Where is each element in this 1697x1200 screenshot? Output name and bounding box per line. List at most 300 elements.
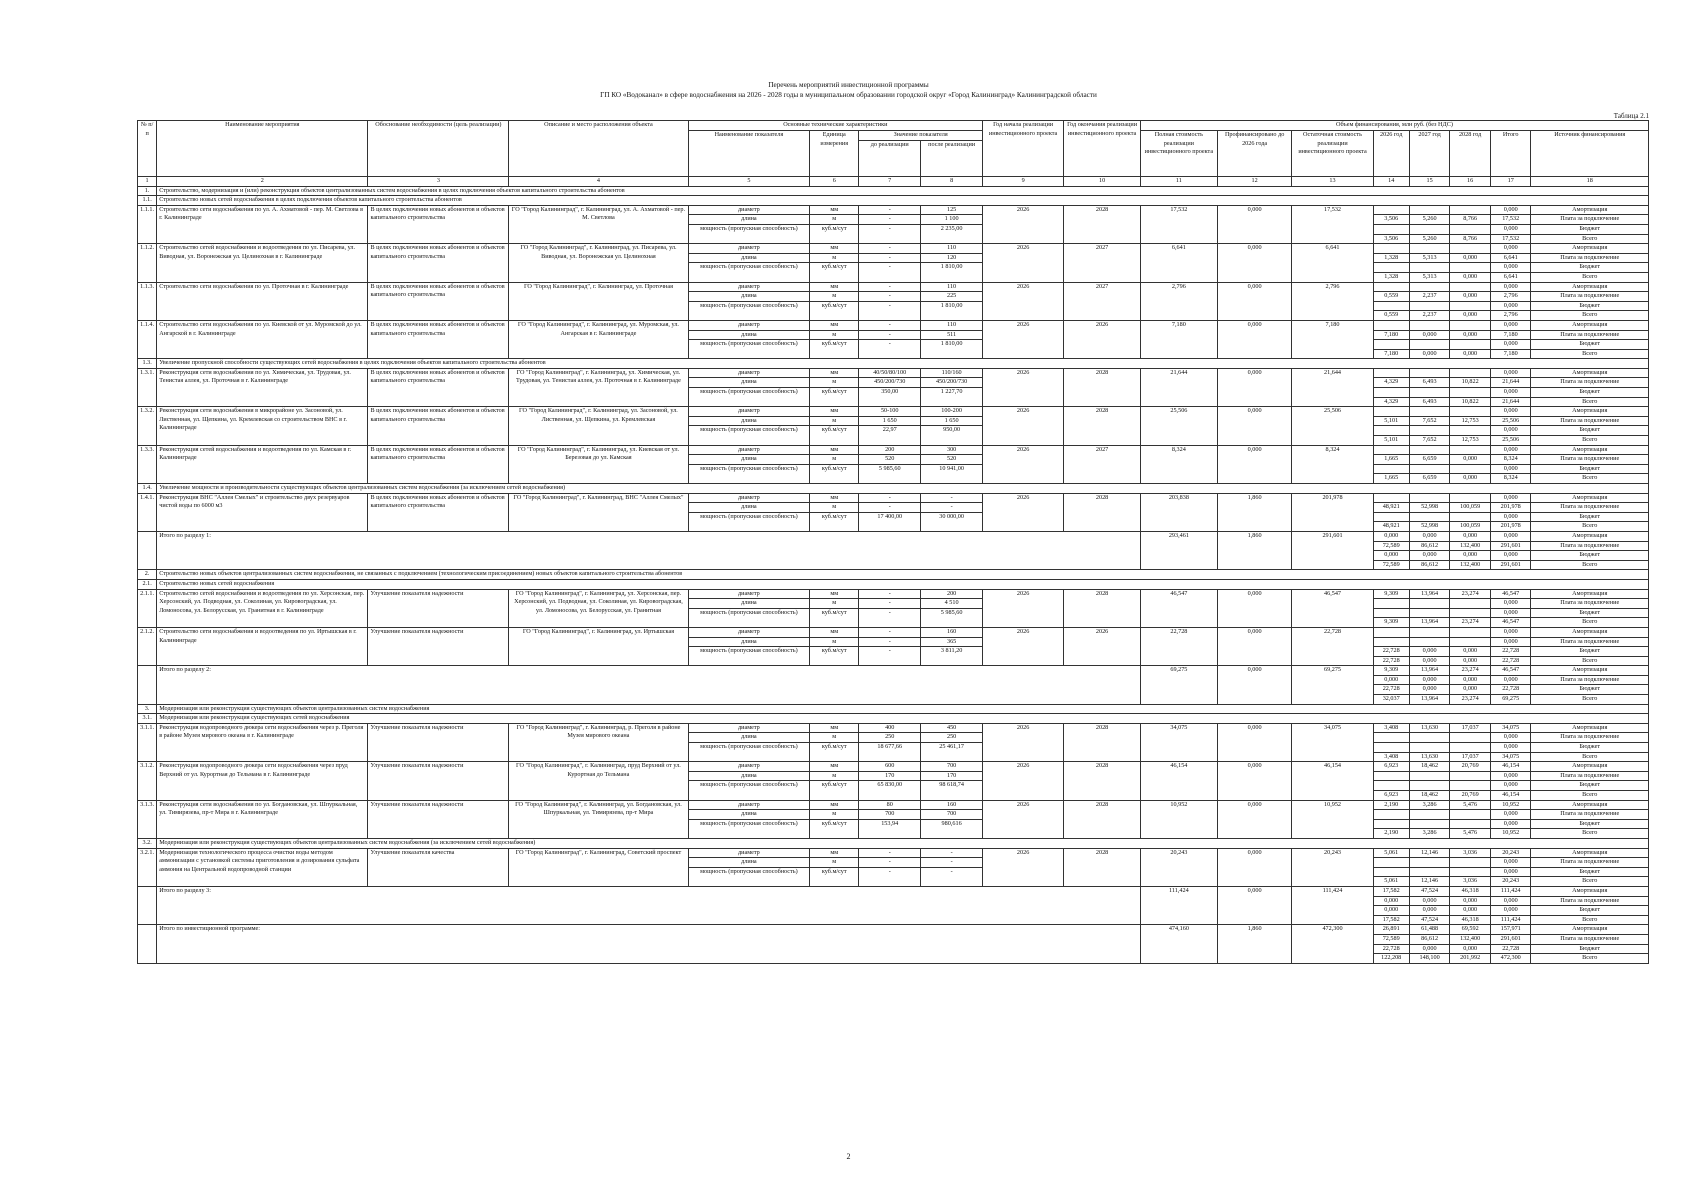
prefinanced: 1,860 — [1217, 925, 1292, 963]
value-before: 250 — [859, 733, 921, 743]
section-num: 3.2. — [138, 838, 157, 848]
year-amount: 0,000 — [1450, 896, 1491, 906]
year-amount — [1409, 301, 1450, 311]
param-unit: м — [810, 771, 859, 781]
year-amount — [1373, 781, 1409, 791]
year-amount: 3,506 — [1373, 234, 1409, 244]
end-year: 2028 — [1064, 762, 1141, 800]
year-amount — [1373, 407, 1409, 417]
year-amount: 0,000 — [1373, 551, 1409, 561]
param-unit: куб.м/сут — [810, 224, 859, 243]
table-header — [138, 121, 1649, 187]
funding-source: Всего — [1531, 436, 1649, 446]
measure-name: Строительство сети водоснабжения по ул. А. Ахматовой - пер. М. Светлова в г. Калининграде — [157, 205, 368, 243]
funding-source: Бюджет — [1531, 944, 1649, 954]
total-amount: 22,728 — [1490, 685, 1531, 695]
param-name: длина — [688, 416, 810, 426]
year-amount: 0,000 — [1409, 551, 1450, 561]
funding-source: Всего — [1531, 349, 1649, 359]
year-amount: 0,000 — [1450, 675, 1491, 685]
year-amount — [1409, 743, 1450, 753]
year-amount: 201,992 — [1450, 954, 1491, 964]
year-amount: 6,493 — [1409, 397, 1450, 407]
funding-source: Амортизация — [1531, 493, 1649, 503]
year-amount — [1373, 637, 1409, 647]
end-year: 2028 — [1064, 368, 1141, 406]
measure-row — [138, 589, 1649, 599]
param-name: мощность (пропускная способность) — [688, 867, 810, 886]
year-amount — [1373, 608, 1409, 618]
prefinanced: 0,000 — [1217, 762, 1292, 800]
end-year: 2027 — [1064, 445, 1141, 483]
param-unit: куб.м/сут — [810, 647, 859, 666]
value-after: 200 — [921, 589, 983, 599]
funding-source: Бюджет — [1531, 743, 1649, 753]
param-name: длина — [688, 378, 810, 388]
table-body — [138, 186, 1649, 963]
total-amount: 21,644 — [1490, 378, 1531, 388]
value-after: 10 941,00 — [921, 464, 983, 483]
funding-source: Амортизация — [1531, 800, 1649, 810]
funding-source: Бюджет — [1531, 464, 1649, 474]
measure-row — [138, 493, 1649, 503]
hdr-unit: Единица измерения — [810, 131, 859, 177]
year-amount: 23,274 — [1450, 618, 1491, 628]
end-year: 2028 — [1064, 407, 1141, 445]
year-amount — [1450, 819, 1491, 829]
measure-reason: В целях подключения новых абонентов и объектов капитального строительства — [368, 407, 509, 445]
residual-cost: 201,978 — [1292, 493, 1373, 531]
value-after: 125 — [921, 205, 983, 215]
value-after: 110 — [921, 282, 983, 292]
funding-source: Амортизация — [1531, 848, 1649, 858]
section-title: Строительство новых сетей водоснабжения в целях подключения объектов капитального строительства абонентов — [157, 196, 1649, 206]
year-amount — [1450, 388, 1491, 398]
measure-num: 3.1.2. — [138, 762, 157, 800]
total-label: Итого по разделу 2: — [157, 666, 1141, 704]
year-amount: 0,000 — [1450, 455, 1491, 465]
measure-reason: В целях подключения новых абонентов и объектов капитального строительства — [368, 320, 509, 358]
measure-row — [138, 282, 1649, 292]
measure-row — [138, 407, 1649, 417]
total-amount: 0,000 — [1490, 867, 1531, 877]
year-amount — [1450, 282, 1491, 292]
value-after: 520 — [921, 455, 983, 465]
year-amount — [1409, 637, 1450, 647]
residual-cost: 17,532 — [1292, 205, 1373, 243]
year-amount — [1409, 407, 1450, 417]
funding-source: Бюджет — [1531, 608, 1649, 618]
total-amount: 6,641 — [1490, 253, 1531, 263]
measure-description: ГО "Город Калининград", г. Калининград, ул. Писарева, ул. Виводная, ул. Воронежская ул. Целинохная — [509, 244, 688, 282]
year-amount — [1450, 263, 1491, 273]
year-amount: 2,237 — [1409, 292, 1450, 302]
end-year: 2028 — [1064, 205, 1141, 243]
column-number: 15 — [1409, 177, 1450, 187]
total-amount: 291,601 — [1490, 541, 1531, 551]
funding-source: Плата за подключение — [1531, 675, 1649, 685]
year-amount: 148,100 — [1409, 954, 1450, 964]
measure-description: ГО "Город Калининград", г. Калининград, ул. Иртышская — [509, 627, 688, 665]
year-amount: 0,000 — [1373, 906, 1409, 916]
param-name: длина — [688, 771, 810, 781]
total-amount: 7,180 — [1490, 349, 1531, 359]
year-amount: 1,328 — [1373, 253, 1409, 263]
param-name: диаметр — [688, 320, 810, 330]
year-amount — [1450, 320, 1491, 330]
year-amount: 5,260 — [1409, 234, 1450, 244]
year-amount — [1373, 743, 1409, 753]
param-name: мощность (пропускная способность) — [688, 512, 810, 531]
total-amount: 0,000 — [1490, 205, 1531, 215]
column-number: 12 — [1217, 177, 1292, 187]
year-amount: 22,728 — [1373, 647, 1409, 657]
param-unit: куб.м/сут — [810, 340, 859, 359]
start-year: 2026 — [983, 848, 1064, 886]
param-name: диаметр — [688, 589, 810, 599]
residual-cost: 46,154 — [1292, 762, 1373, 800]
total-amount: 157,971 — [1490, 925, 1531, 935]
year-amount: 0,000 — [1450, 272, 1491, 282]
start-year: 2026 — [983, 282, 1064, 320]
section-title: Строительство новых сетей водоснабжения — [157, 579, 1649, 589]
total-amount: 22,728 — [1490, 647, 1531, 657]
measure-reason: Улучшение показателя качества — [368, 848, 509, 886]
value-after: 980,616 — [921, 819, 983, 838]
measure-name: Реконструкция сети водоснабжения в микрорайоне ул. Засоновой, ул. Лиственная, ул. Щепкина, ул. Кремлевская со строительством ВНС в г. Калининграде — [157, 407, 368, 445]
total-amount: 46,547 — [1490, 666, 1531, 676]
measure-num: 1.1.3. — [138, 282, 157, 320]
year-amount: 0,000 — [1409, 906, 1450, 916]
param-name: диаметр — [688, 800, 810, 810]
year-amount: 1,328 — [1373, 272, 1409, 282]
year-amount: 7,652 — [1409, 416, 1450, 426]
value-before: 80 — [859, 800, 921, 810]
measure-description: ГО "Город Калининград", г. Калининград, ул. Богдановская, ул. Шпуркальная, ул. Тимирязева, пр-т Мира — [509, 800, 688, 838]
total-amount: 20,243 — [1490, 877, 1531, 887]
year-amount: 0,000 — [1409, 685, 1450, 695]
year-amount: 5,260 — [1409, 215, 1450, 225]
measure-description: ГО "Город Калининград", г. Калининград, ул. Киевская от ул. Березовая до ул. Камская — [509, 445, 688, 483]
total-amount: 25,506 — [1490, 416, 1531, 426]
year-amount: 0,000 — [1409, 349, 1450, 359]
measure-reason: В целях подключения новых абонентов и объектов капитального строительства — [368, 205, 509, 243]
column-number: 9 — [983, 177, 1064, 187]
year-amount: 0,000 — [1373, 531, 1409, 541]
param-name: диаметр — [688, 493, 810, 503]
measure-num: 1.3.3. — [138, 445, 157, 483]
section-row — [138, 704, 1649, 714]
section-title: Увеличение мощности и производительности существующих объектов централизованных систем водоснабжения (за исключением сетей водоснабжения) — [157, 484, 1649, 494]
year-amount — [1373, 867, 1409, 877]
param-name: мощность (пропускная способность) — [688, 301, 810, 320]
total-amount: 0,000 — [1490, 771, 1531, 781]
param-unit: куб.м/сут — [810, 464, 859, 483]
funding-source: Бюджет — [1531, 685, 1649, 695]
total-amount: 21,644 — [1490, 397, 1531, 407]
year-amount — [1450, 340, 1491, 350]
year-amount — [1409, 493, 1450, 503]
hdr-start: Год начала реализации инвестиционного проекта — [983, 121, 1064, 177]
funding-source: Амортизация — [1531, 282, 1649, 292]
value-after: 1 227,70 — [921, 388, 983, 407]
value-before: - — [859, 205, 921, 215]
total-amount: 2,796 — [1490, 311, 1531, 321]
param-name: длина — [688, 599, 810, 609]
funding-source: Амортизация — [1531, 320, 1649, 330]
year-amount — [1409, 205, 1450, 215]
end-year: 2028 — [1064, 723, 1141, 761]
residual-cost: 111,424 — [1292, 886, 1373, 924]
total-amount: 291,601 — [1490, 560, 1531, 570]
full-cost: 22,728 — [1140, 627, 1217, 665]
param-unit: мм — [810, 589, 859, 599]
funding-source: Всего — [1531, 752, 1649, 762]
year-amount — [1409, 599, 1450, 609]
value-before: - — [859, 848, 921, 858]
value-before: 153,94 — [859, 819, 921, 838]
param-name: длина — [688, 253, 810, 263]
param-unit: мм — [810, 205, 859, 215]
residual-cost: 6,641 — [1292, 244, 1373, 282]
funding-source: Амортизация — [1531, 589, 1649, 599]
total-amount: 0,000 — [1490, 810, 1531, 820]
year-amount: 0,000 — [1450, 330, 1491, 340]
full-cost: 7,180 — [1140, 320, 1217, 358]
year-amount: 0,000 — [1409, 944, 1450, 954]
year-amount: 52,998 — [1409, 503, 1450, 513]
measure-row — [138, 627, 1649, 637]
section-row — [138, 359, 1649, 369]
funding-source: Плата за подключение — [1531, 637, 1649, 647]
param-unit: мм — [810, 282, 859, 292]
total-amount: 0,000 — [1490, 388, 1531, 398]
section-row — [138, 838, 1649, 848]
total-amount: 0,000 — [1490, 512, 1531, 522]
total-amount: 17,532 — [1490, 215, 1531, 225]
residual-cost: 34,075 — [1292, 723, 1373, 761]
year-amount — [1409, 810, 1450, 820]
funding-source: Всего — [1531, 829, 1649, 839]
year-amount: 32,037 — [1373, 695, 1409, 705]
year-amount — [1409, 388, 1450, 398]
year-amount: 100,059 — [1450, 503, 1491, 513]
year-amount: 46,318 — [1450, 915, 1491, 925]
full-cost: 69,275 — [1140, 666, 1217, 704]
hdr-full: Полная стоимость реализации инвестиционного проекта — [1140, 131, 1217, 177]
param-name: длина — [688, 810, 810, 820]
param-name: диаметр — [688, 205, 810, 215]
year-amount: 72,589 — [1373, 934, 1409, 944]
total-amount: 0,000 — [1490, 906, 1531, 916]
param-unit: м — [810, 858, 859, 868]
value-before: 40/50/80/100 — [859, 368, 921, 378]
year-amount: 3,408 — [1373, 723, 1409, 733]
year-amount: 0,000 — [1450, 685, 1491, 695]
full-cost: 8,324 — [1140, 445, 1217, 483]
funding-source: Плата за подключение — [1531, 896, 1649, 906]
hdr-rest: Остаточная стоимость реализации инвестиционного проекта — [1292, 131, 1373, 177]
value-after: 1 100 — [921, 215, 983, 225]
residual-cost: 8,324 — [1292, 445, 1373, 483]
funding-source: Всего — [1531, 522, 1649, 532]
value-before: - — [859, 292, 921, 302]
year-amount: 7,180 — [1373, 349, 1409, 359]
year-amount — [1373, 733, 1409, 743]
column-number: 5 — [688, 177, 810, 187]
measure-name: Модернизация технологического процесса очистки воды методом аммонизации с установкой системы приготовления и дозирования сульфата аммония на Центральной водопроводной станции — [157, 848, 368, 886]
funding-source: Амортизация — [1531, 762, 1649, 772]
hdr-param: Наименование показателя — [688, 131, 810, 177]
section-num: 1.4. — [138, 484, 157, 494]
value-after: 700 — [921, 810, 983, 820]
year-amount — [1373, 224, 1409, 234]
total-amount: 7,180 — [1490, 330, 1531, 340]
year-amount: 52,998 — [1409, 522, 1450, 532]
start-year: 2026 — [983, 723, 1064, 761]
total-amount: 17,532 — [1490, 234, 1531, 244]
measure-name: Реконструкция сети водоснабжения по ул. Химическая, ул. Трудовая, ул. Тенистая аллея, ул. Проточная в г. Калининграде — [157, 368, 368, 406]
value-before: 170 — [859, 771, 921, 781]
column-number: 10 — [1064, 177, 1141, 187]
year-amount — [1409, 464, 1450, 474]
total-amount: 0,000 — [1490, 426, 1531, 436]
param-name: диаметр — [688, 282, 810, 292]
funding-source: Всего — [1531, 397, 1649, 407]
prefinanced: 0,000 — [1217, 848, 1292, 886]
param-unit: куб.м/сут — [810, 819, 859, 838]
total-amount: 0,000 — [1490, 531, 1531, 541]
year-amount — [1373, 263, 1409, 273]
year-amount — [1450, 445, 1491, 455]
year-amount — [1450, 858, 1491, 868]
measure-num: 3.1.3. — [138, 800, 157, 838]
section-row — [138, 714, 1649, 724]
end-year: 2028 — [1064, 493, 1141, 531]
year-amount — [1373, 627, 1409, 637]
param-name: длина — [688, 455, 810, 465]
total-amount: 10,952 — [1490, 800, 1531, 810]
total-row — [138, 531, 1649, 541]
prefinanced: 0,000 — [1217, 368, 1292, 406]
measure-num: 3.1.1. — [138, 723, 157, 761]
prefinanced: 0,000 — [1217, 282, 1292, 320]
prefinanced: 1,860 — [1217, 493, 1292, 531]
section-num: 2.1. — [138, 579, 157, 589]
column-number: 2 — [157, 177, 368, 187]
year-amount — [1450, 627, 1491, 637]
start-year: 2026 — [983, 244, 1064, 282]
year-amount — [1373, 282, 1409, 292]
measure-reason: В целях подключения новых абонентов и объектов капитального строительства — [368, 282, 509, 320]
total-amount: 0,000 — [1490, 320, 1531, 330]
year-amount: 1,665 — [1373, 474, 1409, 484]
end-year: 2026 — [1064, 627, 1141, 665]
param-unit: мм — [810, 627, 859, 637]
year-amount: 0,000 — [1450, 474, 1491, 484]
funding-source: Бюджет — [1531, 551, 1649, 561]
total-amount: 0,000 — [1490, 637, 1531, 647]
total-amount: 0,000 — [1490, 781, 1531, 791]
year-amount: 5,313 — [1409, 253, 1450, 263]
measure-description: ГО "Город Калининград", г. Калининград, р. Преголя в районе Музея мирового океана — [509, 723, 688, 761]
param-name: мощность (пропускная способность) — [688, 608, 810, 627]
year-amount — [1450, 205, 1491, 215]
year-amount — [1450, 733, 1491, 743]
total-amount: 46,154 — [1490, 791, 1531, 801]
year-amount: 13,964 — [1409, 695, 1450, 705]
year-amount: 3,408 — [1373, 752, 1409, 762]
residual-cost: 25,506 — [1292, 407, 1373, 445]
total-amount: 0,000 — [1490, 263, 1531, 273]
column-number: 4 — [509, 177, 688, 187]
total-amount: 0,000 — [1490, 368, 1531, 378]
hdr-tech: Основные технические характеристики — [688, 121, 983, 131]
value-after: 1 810,00 — [921, 263, 983, 282]
year-amount: 2,190 — [1373, 829, 1409, 839]
measure-num: 1.3.1. — [138, 368, 157, 406]
year-amount: 6,659 — [1409, 455, 1450, 465]
total-amount: 46,154 — [1490, 762, 1531, 772]
year-amount: 13,964 — [1409, 666, 1450, 676]
residual-cost: 10,952 — [1292, 800, 1373, 838]
measure-description: ГО "Город Калининград", г. Калининград, Советский проспект — [509, 848, 688, 886]
measure-name: Реконструкция сети водоснабжения по ул. Богдановская, ул. Шпуркальная, ул. Тимирязева, пр-т Мира в г. Калининграде — [157, 800, 368, 838]
year-amount — [1409, 819, 1450, 829]
year-amount — [1373, 301, 1409, 311]
param-name: диаметр — [688, 407, 810, 417]
param-name: мощность (пропускная способность) — [688, 743, 810, 762]
year-amount — [1450, 743, 1491, 753]
value-after: 98 618,74 — [921, 781, 983, 800]
year-amount: 6,659 — [1409, 474, 1450, 484]
value-after: 30 000,00 — [921, 512, 983, 531]
value-after: 100-200 — [921, 407, 983, 417]
value-before: - — [859, 589, 921, 599]
value-after: 1 810,00 — [921, 340, 983, 359]
param-unit: м — [810, 503, 859, 513]
funding-source: Плата за подключение — [1531, 733, 1649, 743]
total-amount: 22,728 — [1490, 656, 1531, 666]
total-row — [138, 666, 1649, 676]
value-after: 5 985,60 — [921, 608, 983, 627]
param-name: диаметр — [688, 762, 810, 772]
residual-cost: 20,243 — [1292, 848, 1373, 886]
measure-description: ГО "Город Калининград", г. Калининград, ул. Засоновой, ул. Лиственная, ул. Щепкина, ул. Кремлевская — [509, 407, 688, 445]
year-amount — [1450, 810, 1491, 820]
funding-source: Амортизация — [1531, 886, 1649, 896]
total-amount: 22,728 — [1490, 944, 1531, 954]
year-amount: 0,000 — [1450, 531, 1491, 541]
measure-num: 1.3.2. — [138, 407, 157, 445]
residual-cost: 472,300 — [1292, 925, 1373, 963]
total-amount: 0,000 — [1490, 675, 1531, 685]
value-before: 520 — [859, 455, 921, 465]
column-number: 13 — [1292, 177, 1373, 187]
param-name: мощность (пропускная способность) — [688, 464, 810, 483]
funding-source: Плата за подключение — [1531, 378, 1649, 388]
funding-source: Бюджет — [1531, 426, 1649, 436]
year-amount: 0,000 — [1450, 253, 1491, 263]
funding-source: Амортизация — [1531, 244, 1649, 254]
year-amount — [1373, 320, 1409, 330]
param-unit: м — [810, 253, 859, 263]
value-before: 400 — [859, 723, 921, 733]
year-amount — [1409, 771, 1450, 781]
funding-source: Плата за подключение — [1531, 253, 1649, 263]
value-after: 25 461,17 — [921, 743, 983, 762]
document-title — [0, 80, 1697, 100]
